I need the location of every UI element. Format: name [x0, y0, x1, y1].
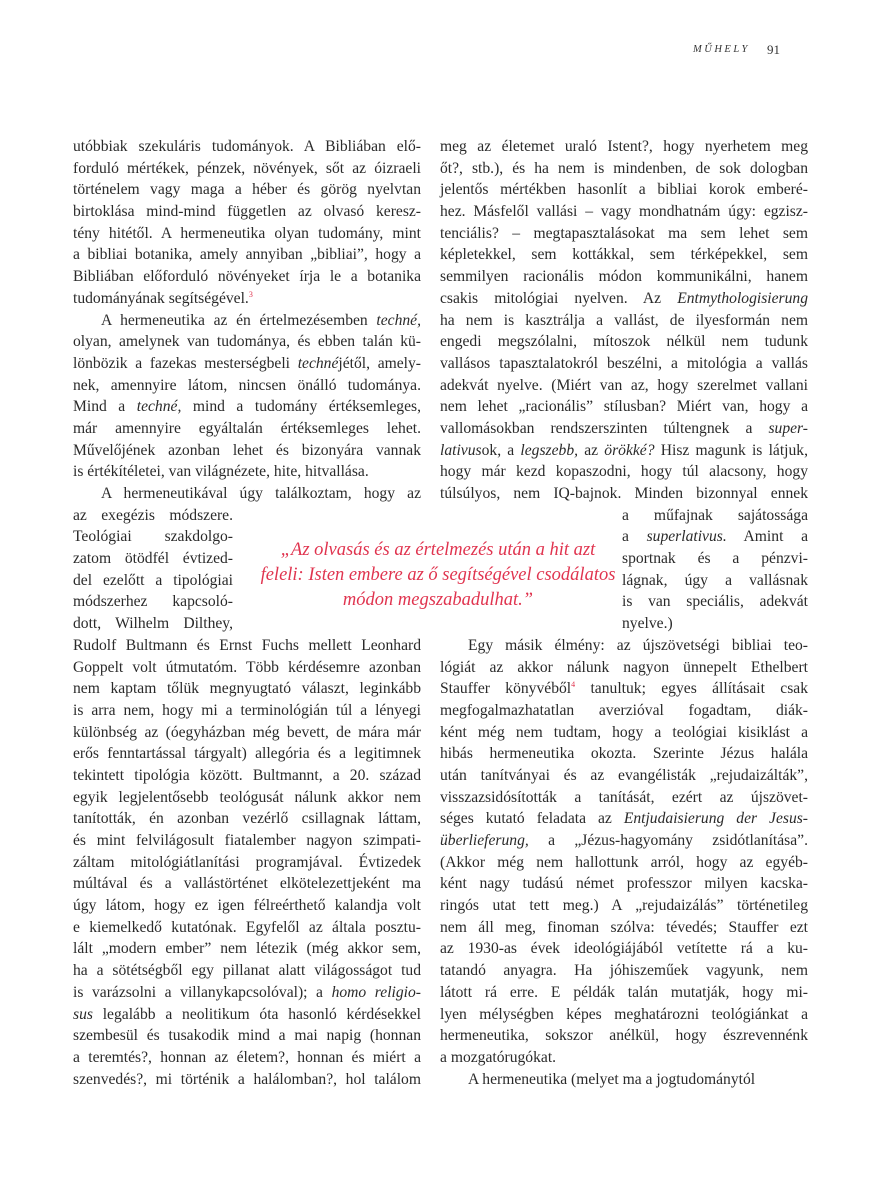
text-run: legalább a neolitikum óta hasonló kérdésekkel: [92, 1005, 421, 1023]
footnote-ref-4[interactable]: 4: [571, 680, 576, 689]
text-line: Bibliában előforduló növényeket írja le a botanika: [73, 268, 421, 286]
text-line: az exegézis módszere.: [73, 506, 233, 524]
text-line: szembesül és tusakodik mind a mai napig (honnan: [73, 1027, 421, 1045]
text-line: utóbbiak szekuláris tudományok. A Bibliában elő-: [73, 138, 421, 155]
italic-term: techné,: [376, 311, 421, 329]
text-line: del ezelőtt a tipológiai: [73, 571, 233, 589]
text-line: hogy már kezd kopaszodni, hogy túl alacsony, hogy: [440, 463, 808, 481]
text-line: is arra nem, hogy mi a terminológián túl a lényegi: [73, 701, 421, 719]
italic-term: techné: [297, 354, 339, 372]
text-run: az: [578, 441, 605, 459]
pull-quote-line: módon megszabadulhat.”: [342, 590, 534, 610]
section-name: MŰHELY: [693, 44, 750, 55]
text-run: lönbözik a fazekas mesterségbeli: [73, 354, 298, 372]
text-line: őt?, stb.), és ha nem is mindenben, de sok dologban: [440, 159, 808, 177]
text-line: erős fenntartással tárgyalt) allegória és a legitimnek: [73, 745, 421, 763]
text-line: záltam mitológiátlanítási programjával. Évtizedek: [73, 853, 421, 871]
text-line: meg az életemet uraló Istent?, hogy nyerhetem meg: [440, 138, 808, 155]
text-line: is van speciális, adekvát: [622, 593, 808, 611]
text-line: [73, 288, 421, 310]
text-line: megfogalmazhatatlan averzióval fogadtam, diák-: [440, 701, 808, 719]
text-run: a: [622, 528, 647, 546]
text-line: Goppelt volt útmutatóm. Több kérdésemre azonban: [73, 658, 421, 676]
text-line: úgy látom, hogy ez igen félreérthető kalandja volt: [73, 897, 421, 915]
italic-term: sus: [73, 1005, 93, 1023]
text-line: lágnak, úgy a vallásnak: [622, 571, 808, 589]
italic-term: überlieferung,: [440, 832, 529, 849]
text-line: A hermeneutikával úgy találkoztam, hogy az: [101, 485, 421, 502]
text-line: nyelve.): [622, 615, 673, 633]
pull-quote-line: „Az olvasás és az értelmezés után a hit azt: [280, 540, 596, 560]
italic-term: Entmythologisierung: [677, 289, 808, 307]
text-line: is értékítéletei, van világnézete, hite, hitvallása.: [73, 463, 369, 481]
text-line: [440, 808, 808, 830]
text-line: tanították, én azonban vezérlő csillagnak láttam,: [73, 810, 421, 828]
text-line: ha nem is kasztrálja a vallást, de ilyesformán nem: [440, 311, 808, 329]
text-line: birtoklása mind-mind független az olvasó keresz-: [73, 203, 421, 221]
text-line: Egy másik élmény: az újszövetségi bibliai teo-: [468, 636, 808, 654]
text-run: Hisz magunk is látjuk,: [654, 441, 808, 459]
text-line: egyik legjelentősebb teológusát nálunk akkor nem: [73, 788, 421, 806]
text-line: e kiemelkedő kutatónak. Egyfelől az általa posztu-: [73, 918, 421, 936]
text-line: forduló mértékek, pénzek, növények, sőt az óizraeli: [73, 159, 421, 177]
text-run: is varázsolni a villanykapcsolóval); a: [73, 983, 332, 1001]
text-line: [622, 526, 808, 548]
text-run: Stauffer könyvéből: [440, 680, 572, 698]
right-column: [440, 136, 808, 1090]
italic-term: super-: [768, 419, 808, 437]
text-run: Mind a: [73, 398, 137, 416]
text-line: hibás hermeneutika okozta. Szerinte Jézus halála: [440, 745, 808, 763]
text-line: lyen mélységben képes meghatározni teológiánkat a: [440, 1005, 808, 1023]
text-line: zatom ötödfél évtized-: [73, 550, 233, 568]
text-line: képletekkel, sem kottákkal, sem térképekkel, sem: [440, 246, 808, 264]
text-line: semmilyen racionális módon kommunikálni, hanem: [440, 268, 808, 286]
italic-term: lativus: [440, 441, 482, 459]
text-line: múltával és a vallástörténet elkötelezettjeként ma: [73, 875, 421, 893]
text-run: jétől, amely-: [338, 354, 421, 372]
text-line: (Akkor még nem hallottunk arról, hogy az egyéb-: [440, 853, 808, 871]
text-line: [440, 678, 808, 700]
text-line: ringós utat tett meg.) A „rejudaizálás” történetileg: [440, 897, 808, 915]
text-line: lált „modern ember” nem létezik (még akkor sem,: [73, 940, 421, 958]
italic-term: techné,: [136, 398, 182, 416]
text-line: [440, 440, 808, 462]
text-line: szenvedés?, mi történik a halálomban?, hol találom: [73, 1070, 421, 1088]
text-line: látott rá erre. E példák talán mutatják, hogy mi-: [440, 983, 808, 1001]
text-line: hez. Másfelől vallási – vagy mondhatnám úgy: egzisz-: [440, 203, 808, 221]
text-line: a teremtés?, honnan az életem?, honnan és miért a: [73, 1048, 421, 1066]
text-line: [73, 982, 421, 1004]
italic-term: örökké?: [604, 441, 655, 459]
text-run: tudományának segítségével.: [73, 289, 249, 307]
text-line: [73, 353, 421, 375]
italic-term: Entjudaisierung der Jesus-: [623, 810, 808, 828]
text-line: vallásos tapasztalatokról beszélni, a mitológia a vallás: [440, 354, 808, 372]
text-run: Amint a: [726, 528, 808, 546]
text-line: [440, 418, 808, 440]
text-line: engedi megszólalni, mítoszok nélkül nem tudunk: [440, 333, 808, 351]
wrapped-text-block: [440, 505, 808, 635]
text-line: dott, Wilhelm Dilthey,: [73, 615, 233, 633]
italic-term: homo religio-: [331, 983, 421, 1001]
text-line: [73, 1004, 421, 1026]
text-line: [73, 396, 421, 418]
text-run: A hermeneutika az én értelmezésemben: [101, 311, 377, 329]
text-line: nem lehet „racionális” stílusban? Miért van, hogy a: [440, 398, 808, 416]
text-line: a műfajnak sajátossága: [622, 506, 808, 524]
text-line: [440, 288, 808, 310]
text-line: után tanítványai és az evangélisták „rejudaizálták”,: [440, 766, 808, 784]
text-line: [440, 830, 808, 852]
text-line: tekintett tipológia között. Bultmannt, a 20. század: [73, 766, 421, 784]
text-run: mind a tudomány értéksemleges,: [181, 398, 421, 416]
page-number: 91: [767, 42, 780, 57]
footnote-ref-3[interactable]: 3: [248, 289, 253, 299]
text-line: tenciális? – megtapasztalásokat ma sem lehet sem: [440, 224, 808, 242]
text-line: és mint felvilágosult fiatalember nagyon szimpati-: [73, 832, 421, 849]
text-line: hermeneutika, sokszor anélkül, hogy észrevennénk: [440, 1027, 808, 1045]
text-line: adekvát nyelve. (Miért van az, hogy szerelmet vallani: [440, 376, 808, 394]
text-run: ok, a: [481, 441, 521, 459]
text-line: [73, 310, 421, 332]
text-line: Művelőjének azonban lehet és bizonyára vannak: [73, 441, 421, 459]
text-line: olyan, amelynek van tudománya, és ebben talán kü-: [73, 333, 421, 351]
text-line: nem kaptam tőlük megnyugtató választ, leginkább: [73, 680, 421, 698]
text-run: vallomásokban rendszerszinten túltengnek a: [440, 419, 769, 437]
text-line: a mozgatórugókat.: [440, 1048, 557, 1066]
text-line: az 1930-as évek ideológiájából vetítette rá a ku-: [440, 940, 808, 958]
text-line: különbség az (óegyházban még bevett, de mára már: [73, 723, 421, 741]
text-line: a bibliai botanika, amely annyiban „bibliai”, hogy a: [73, 246, 421, 264]
left-column: [73, 136, 421, 1090]
text-line: A hermeneutika (melyet ma a jogtudománytól: [468, 1070, 756, 1088]
text-line: ha a sötétségből egy pillanat alatt világosságot tud: [73, 962, 421, 980]
text-line: már amennyire egyáltalán értéksemleges lehet.: [73, 419, 421, 437]
text-line: nem áll meg, finoman szólva: tévedés; Stauffer ezt: [440, 918, 808, 936]
text-line: túlsúlyos, nem IQ-bajnok. Minden bizonnyal ennek: [440, 485, 808, 502]
text-run: a „Jézus-hagyomány zsidótlanítása”.: [528, 832, 808, 849]
italic-term: superlativus.: [646, 528, 727, 546]
text-line: nek, amennyire látom, nincsen önálló tudománya.: [73, 376, 421, 394]
text-run: csakis mitológiai nyelven. Az: [440, 289, 678, 307]
text-line: jelentős mértékben hasonlít a bibliai korok emberé-: [440, 181, 808, 199]
text-line: Teológiai szakdolgo-: [73, 528, 233, 546]
text-run: séges kutató feladata az: [440, 810, 624, 828]
text-line: ként még nem tudtam, hogy a teológiai kisiklást a: [440, 723, 808, 741]
text-line: történelem vagy maga a héber és görög nyelvtan: [73, 181, 421, 199]
italic-term: legszebb,: [520, 441, 579, 459]
text-line: lógiát az akkor nálunk nagyon ünnepelt Ethelbert: [440, 658, 808, 676]
text-line: tény hitétől. A hermeneutika olyan tudomány, mint: [73, 224, 421, 242]
pull-quote-line: feleli: Isten embere az ő segítségével csodálatos: [260, 565, 616, 585]
text-line: sportnak és a pénzvi-: [622, 550, 808, 568]
text-line: módszerhez kapcsoló-: [73, 593, 233, 611]
text-line: tatandó anyagra. Ha jóhiszeműek vagyunk, nem: [440, 962, 808, 980]
text-line: Rudolf Bultmann és Ernst Fuchs mellett Leonhard: [73, 636, 421, 654]
text-line: visszazsidósították a tanítását, ezért az újszövet-: [440, 788, 808, 806]
text-line: ként nagy tudású német professzor milyen kacska-: [440, 875, 808, 893]
text-run: tanultuk; egyes állításait csak: [575, 680, 808, 698]
running-header: [0, 44, 880, 64]
